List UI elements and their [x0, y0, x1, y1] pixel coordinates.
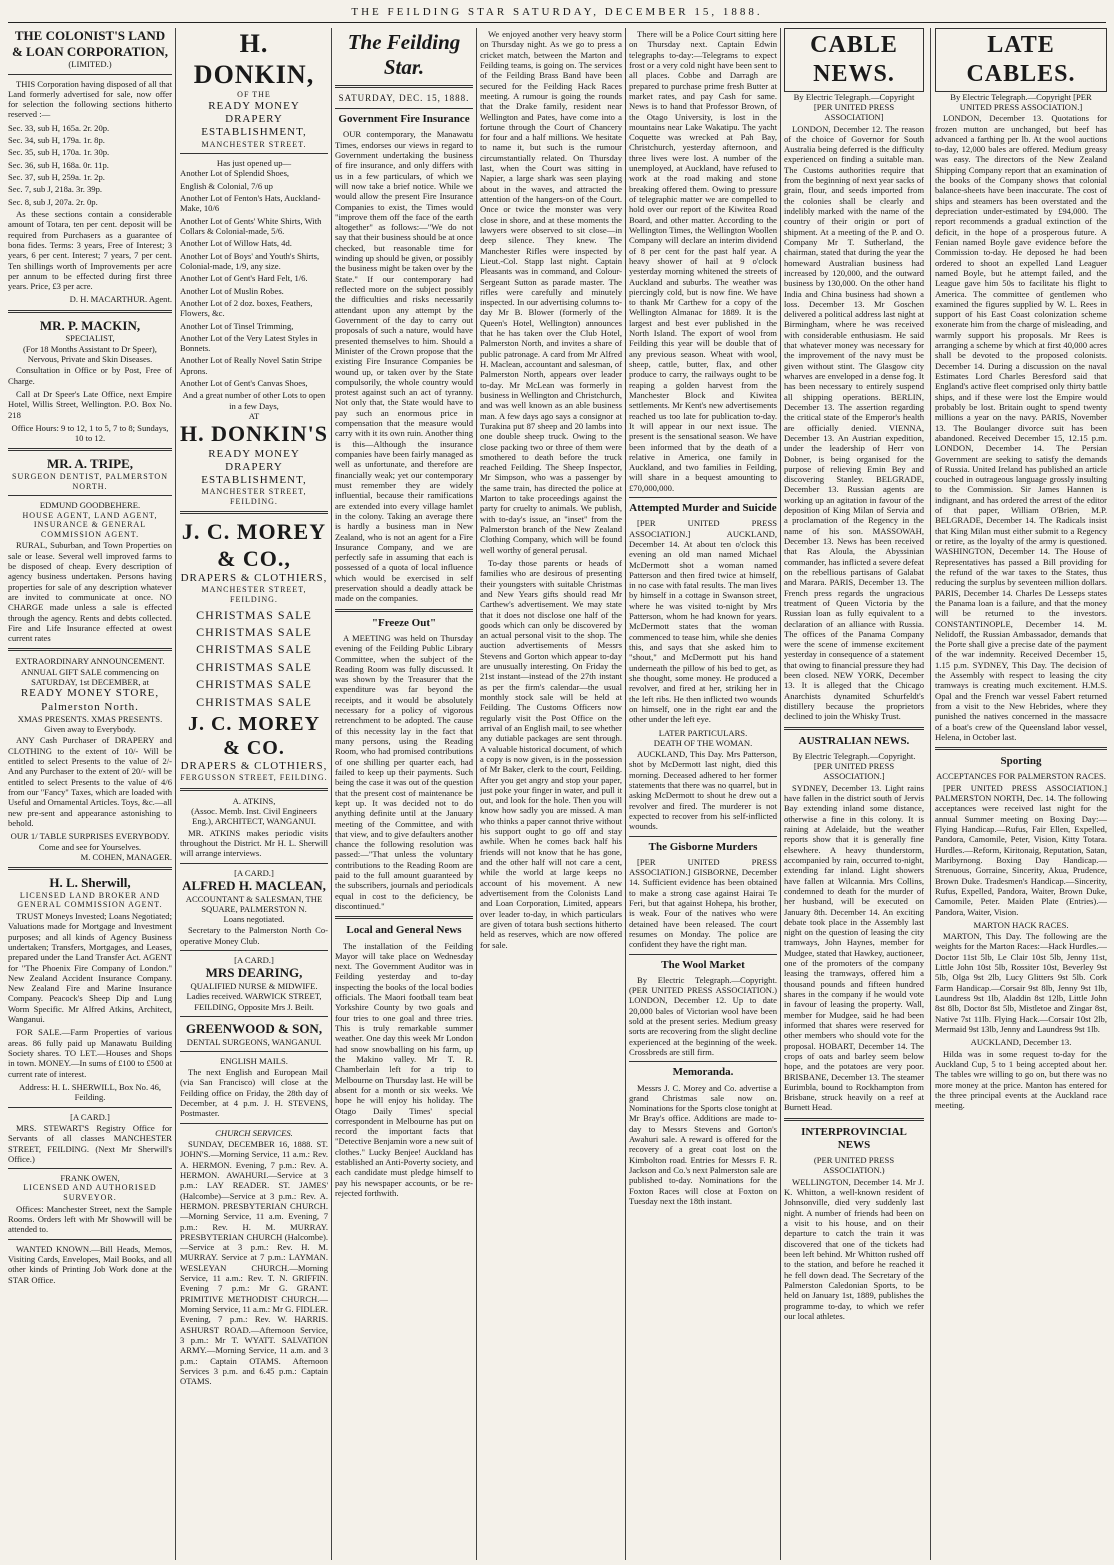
donkin-item: Another Lot of Boys' and Youth's Shirts, Colonial-made, 1/9, any size. [180, 250, 320, 271]
owen-sub: LICENSED AND AUTHORISED SURVEYOR. [23, 1183, 157, 1203]
colonist-agent: D. H. MACARTHUR. Agent. [69, 294, 172, 305]
donkin-item: Another Lot of the Very Latest Styles in Bonnets. [180, 332, 318, 354]
donkin-at: AT [248, 411, 260, 421]
wool-text: By Electric Telegraph.—Copyright. (PER UNITED PRESS ASSOCIATION.) LONDON, December 12. Up to date 20,000 bales of Victorian wool have been sold at the present series. Medium greasy sorts are recovering from the slight decline experienced at the beginning of the week. Crossbreds are still firm. [629, 974, 777, 1057]
goodbehere-name: EDMUND GOODBEHERE. [39, 500, 141, 511]
colonist-terms: As these sections contain a considerable amount of Totara, ten per cent. deposit will be required from Purchasers as a guarantee of bona fides. Terms: 3 years, Free of Interest; 3 years, 6 per cent. Interest; 7 years, 7 per cent. Ten shillings worth of Improvements per acre per annum to be effected during first three years. Price, £3 per acre. [8, 208, 172, 292]
morey2-street: FERGUSSON STREET, FEILDING. [180, 773, 328, 783]
greenwood-sub: DENTAL SURGEONS, WANGANUI. [186, 1036, 322, 1047]
cable-news-title: CABLE NEWS. [784, 28, 924, 92]
mackin-consult: Consultation in Office or by Post, Free of Charge. [8, 365, 172, 386]
tripe-sub: SURGEON DENTIST, PALMERSTON NORTH. [12, 472, 168, 491]
mackin-title: MR. P. MACKIN, [39, 317, 141, 333]
donkin-street: MANCHESTER STREET. [201, 139, 307, 149]
christmas-sale-line: CHRISTMAS SALE [196, 625, 312, 639]
murder-heading: Attempted Murder and Suicide [629, 502, 777, 515]
late-by: By Electric Telegraph.—Copyright [PER UNITED PRESS ASSOCIATION.] [950, 91, 1092, 112]
christmas-sale-line: CHRISTMAS SALE [196, 694, 312, 709]
maclean-card: [A CARD.] [234, 867, 274, 878]
sections-list [8, 123, 172, 207]
interprovincial-by: (PER UNITED PRESS ASSOCIATION.) [813, 1155, 895, 1176]
table-sub: Come and see for Yourselves. [38, 841, 142, 852]
column-cable-news [784, 28, 924, 1558]
gisborne-text: [PER UNITED PRESS ASSOCIATION.] GISBORNE, December 14. Sufficient evidence has been obtained to make a strong case against Hairai Te Feri, but that against Hohepa, his brother, is weak. Four of the natives who were detained have been released. The court resumes on Monday. The police are confident they have the right man. [629, 856, 777, 950]
gift-sale: ANNUAL GIFT SALE commencing on SATURDAY, 1st DECEMBER, at [21, 666, 159, 688]
donkin-item: Another Lot of Gent's Hard Felt, 1/6. [180, 273, 308, 284]
acceptances-heading: ACCEPTANCES FOR PALMERSTON RACES. [936, 771, 1106, 782]
dearing-card: [A CARD.] [234, 955, 274, 966]
memoranda-heading: Memoranda. [672, 1066, 734, 1079]
maclean-title: ALFRED H. MACLEAN, [182, 877, 326, 893]
interprovincial-title: INTERPROVINCIAL NEWS [801, 1125, 907, 1151]
owen-text: Offices: Manchester Street, next the Sample Rooms. Orders left with Mr Showwill will be attended to. [8, 1203, 172, 1235]
marton-heading: MARTON HACK RACES. [973, 919, 1069, 930]
wool-heading: The Wool Market [661, 958, 745, 971]
section-item: Sec. 37, sub H, 259a. 1r. 2p. [8, 172, 105, 182]
section-item: Sec. 33, sub H, 165a. 2r. 20p. [8, 122, 110, 133]
column-editorial [335, 28, 473, 1558]
christmas-sale-line: CHRISTMAS SALE [196, 642, 312, 657]
donkin-opened: Has just opened up— [216, 158, 292, 169]
extra-title: EXTRAORDINARY ANNOUNCEMENT. [15, 656, 165, 667]
donkin-item: Another Lot of 2 doz. boxes, Feathers, Flowers, &c. [180, 297, 313, 319]
news-items: There will be a Police Court sitting here on Thursday next. Captain Edwin telegraphs to-day:—Telegrams to expect frost or a very cold night have been sent to all places. Cobbe and Darragh are prepared to purchase prime fresh Butter at market rates, and pay Cash for same. News is to hand that Professor Brown, of the Otago University, is lost in the mountains near Lake Wakatipu. The yacht Coquette was wrecked at Pah Bay, Christchurch, yesterday afternoon, and three lives were lost. A number of the unemployed, at Auckland, have refused to work at the road making and stone breaking offered them. Owing to pressure of telegraphic matter we are compelled to hold over our report of the Kiwitea Road Board, and other matter. According to the Wellington Times, the Wellington Woollen Company will declare an interim dividend of 8 per cent for the past half year. A heavy shower of hail at 9 o'clock yesterday morning whitened the streets of Auckland and suburbs. The weather was piercingly cold, but is now fine. We have to thank Mr Carthew for a copy of the Wellington Almanac for 1889. It is the largest and best ever published in the North Island. The export of wool from Feilding this year will be double that of any previous season. Wheat with wool, sheep, cattle, butter, flax, and other produce to carry, the railways ought to be reaping a golden harvest from the Manchester Block and Kiwitea settlements. Mr Kent's new advertisements reached us too late for publication to-day. It will appear in our next issue. The present is the sensational season. We have been informed that by the death of a relative in America, one family in Auckland, and two families in Feilding, will share in a bequest amounting to £70,000,000. [629, 29, 777, 493]
donkin-item: English & Colonial, 7/6 up [180, 180, 273, 191]
fire-insurance-text: OUR contemporary, the Manawatu Times, endorses our views in regard to Government undertaking the business of fire insurance, and only differs with us in a few particulars, of which we will now take a brief notice. While we would allow the present Fire Insurance Companies to exist, the Times would "improve them off the face of the earth altogether" as follows:—"We do not say that their business should be at once checked, but reasonable time for winding up should be given, or possibly the business might be taken over by the State." If our contemporary had reflected more on the subject possibly the difficulties and risks necessarily attendant upon any attempt by the Government of the day to carry out proposals of such a nature, would have presented themselves to him. Should a Minister of the Crown propose that the existing Fire Insurance Companies be wound up, or taken over by the State compulsorily, the whole country would protest against such an act of tyranny. Not only that, the State would have to pay such an enormous price in compensation that the measure would carry with it its own ruin. Another thing is this—Although the insurance companies have been fairly managed as well as unfortunate, and therefore are financially weak; yet our contemporary must remember they are widely influential, because their ramifications are extended into every village hamlet in the colony. Taking an average there is hardly a business man in New Zealand, who is not an agent for a Fire Insurance Company, and we are perfectly safe in assuming that each is possessed of a quota of local influence which would be exercised in self preservation should a deadly attack be made on the companies. [335, 129, 473, 604]
donkin-item: Another Lot of Muslin Robes. [180, 285, 284, 296]
donkin-item: Another Lot of Really Novel Satin Stripe Aprons. [180, 355, 322, 376]
local-news-continued-b: To-day those parents or heads of families who are desirous of presenting their youngsters with suitable Christmas and New Years gifts should read Mr Carthew's advertisement. We may state that it does not disclose one half of the goods which can only be discovered by an actual personal visit to the shop. The auction advertisements of Messrs Stevens and Gorton which appear to-day are unusually interesting. On Friday the 21st instant—instead of the 27th instant as per the firm's calendar—the usual monthly stock sale will be held at Feilding. The Customs Officers now regularly visit the Post Office on the arrival of an English mail, to see whether any dutiable packages are sent through. A valuable historical document, of which a copy is now given, is in the possession of Mr Baker, clerk to the court, Feilding. After you get angry and stop your paper, just poke your finger in water, and pull it out, and look for the hole. Then you will know how sadly you are missed. A man who thinks a paper cannot thrive without his support ought to go off and stay awhile. When he comes back half his friends will not know that he has gone, and the other half will not care a cent, while the world at large keeps no account of his movement. A new advertisement from the Colonists Land and Loan Corporation, Limited, appears over leader to-day, in which particulars are given of totara bush sections hitherto held as reserves, which are now offered for sale. [480, 557, 622, 950]
colonist-sub: (LIMITED.) [68, 59, 112, 70]
christmas-sale-line: CHRISTMAS SALE [196, 659, 312, 674]
donkin-item: Another Lot of Tinsel Trimming, [180, 320, 294, 331]
acceptances-text: [PER UNITED PRESS ASSOCIATION.] PALMERSTON NORTH, Dec. 14. The following acceptances were received last night for the annual Summer meeting on Boxing Day:—Flying Handicap.—Rufus, Fair Ellen, Expelled, Pandora, Camomile, Peter, Vision, Kitty Totara. Hurdles.—Reform, Kiritonaig, Reputation, Satan, Maribyrnong. Boxing Day Handicap.—Strenuous, Gorraine, Sincerity, Akua, Prudence, Brown Duke. Tradesmen's Handicap.—Sincerity, Rufus, Expelled, Pandora, Waiter, Brown Duke, Camomile, Peter. Maiden Plate (Entries).—Pandora, Waiter, Vision. [935, 782, 1107, 917]
mails-title: ENGLISH MAILS. [220, 1055, 288, 1066]
mackin-text: (For 18 Months Assistant to Dr Speer), Nervous, Private and Skin Diseases. [23, 343, 157, 364]
sherwill-sale: FOR SALE.—Farm Properties of various areas. 86 fully paid up Manawatu Building Society shares. TO LET.—Houses and Shops in town. MONEY.—In sums of £100 to £500 at current rate of interest. [8, 1027, 172, 1079]
mails-text: The next English and European Mail (via San Francisco) will close at the Feilding office on Friday, the 28th day of December, at 4 p.m. J. H. STEVENS, Postmaster. [180, 1067, 328, 1119]
column-rule [331, 28, 332, 1560]
section-item: Sec. 35, sub H, 170a. 1r. 30p. [8, 147, 110, 158]
sherwill-addr: Address: H. L. SHERWILL, Box No. 46, Feilding. [18, 1081, 162, 1103]
colonist-title: THE COLONIST'S LAND & LOAN CORPORATION, [11, 28, 169, 59]
late-cables-title: LATE CABLES. [935, 28, 1107, 92]
column-rule [930, 28, 931, 1560]
maclean-sub: ACCOUNTANT & SALESMAN, THE SQUARE, PALMERSTON N. [185, 893, 323, 914]
fire-insurance-heading: Government Fire Insurance [338, 113, 470, 126]
christmas-sale-line: CHRISTMAS SALE [196, 607, 312, 622]
stewart-text: MRS. STEWART'S Registry Office for Servants of all classes MANCHESTER STREET, FEILDING. (Next Mr Sherwill's Office.) [8, 1122, 172, 1164]
atkins-text: MR. ATKINS makes periodic visits throughout the District. Mr H. L. Sherwill will arrange interviews. [180, 827, 328, 859]
donkin-grand: And a great number of other Lots to open in a few Days, [182, 390, 326, 411]
death-text: AUCKLAND, This Day. Mrs Patterson, shot by McDermott last night, died this morning. Deceased adhered to her former statements that there was no quarrel, but in asking McDermott to shout he drew out a revolver and fired. The murderer is not expected to recover from his self-inflicted wounds. [629, 749, 777, 832]
donkin-item: Another Lot of Splendid Shoes, [180, 168, 290, 179]
murder-text: [PER UNITED PRESS ASSOCIATION.] AUCKLAND, December 14. At about ten o'clock this evening an old man named Michael McDermott shot a woman named Patterson and then fired twice at himself, in no case with fatal results. The man lives by himself in a cottage in Swanson street, where he was visited to-night by Mrs Patterson, whom he had known for years. McDermott states that the woman commenced to tease him, while she denies this, and says that she asked him to "shout," and McDermott put his hand underneath the pillow of his bed to get, as she thought, some money. He produced a revolver, and fired at her, striking her in the left ribs. He then inflicted two wounds on himself, one in the right ear and the other under the left eye. [629, 518, 777, 725]
interprovincial-text: WELLINGTON, December 14. Mr J. K. Whitton, a well-known resident of Johnsonville, died very suddenly last night. A number of friends had been on a visit to his house, and on their departure to catch the train it was discovered that one of the tickets had been left behind. Mr Whitton rushed off to the station, and before he reached it he fell down dead. The Secretary of the Palmerston Caledonian Sports, to be held on January 1st, 1889, publishes the programme to-day, to which we refer our local athletes. [784, 1176, 924, 1321]
auckland-text: Hilda was in some request to-day for the Auckland Cup, 5 to 1 being accepted about her. The tables wre willing to go on, but there was no more money at the price. Manton has entered for the three principal events at the Auckland race meeting. [935, 1048, 1107, 1111]
atkins-name: A. ATKINS, [232, 795, 276, 806]
late-cables-text: LONDON, December 13. Quotations for frozen mutton are unchanged, but beef has advanced a farthing per lb. At the wool auctions to-day, 12,000 bales are offered. Medium greasy was easy. The directors of the New Zealand Shipping Company report that an examination of the books of the Company shows that colonial balance-sheets have been inaccurate. The cost of ships and steamers has been overstated and the depreciation under-estimated by £94,000. The report recommends a gradual extinction of the deficit, in the hope of a prosperous future. A Fenian named Boyle gave evidence before the Commission to-day. He deposed he had been ordered to shoot an expelled Land Leaguer named Boyle, but he attempt failed, and the League gave him 50s to facilitate his flight to America. The committee of gentlemen who examined the figures supplied by W. L. Rees in support of his East Coast colonization scheme exonerate him from the charge of misleading, and warmly support his proposals. Mr Rees is arranging a scheme by which at first 40,000 acres shall be devoted to the proposed colonists. December 14. During a discussion on the naval Estimates Lord Charles Beresford said that England's active fleet comprised only thirty battle ships, and if these were lost the Empire would probably be lost. Britain ought to spend twenty millions a year on the navy. PARIS, November 13. The Boulanger divorce suit has been abandoned. Received December 15, 12.15 p.m. LONDON, December 14. The Persian Government are seeking to satisfy the demands of Russia. United Ireland has published an article couched in outrageous language grossly insulting to the Commission. Sir James Hannen is indignant, and has ordered the arrest of the editor of that paper, William O'Brien, M.P. BELGRADE, December 14. The Radicals insist that King Milan must either submit to a Regency or retire, as the loyalty of the army is questioned. WASHINGTON, December 14. The House of Representatives has passed a Bill providing for the refund of the war taxes to the States, thus reducing the surplus by seventeen million dollars. PARIS, December 14. Charles De Lesseps states the Panama loan is a failure, and that the money will be returned to the investors. CONSTANTINOPLE, December 14. M. Nelidoff, the Russian Ambassador, demands that the Porte shall give a precise date of the payment of the war indemnity. Received December 15, 1.15 p.m. SYDNEY, This Day. The decision of the Assembly with respect to leasing the city tramways is creating much excitement. H.M.S. Opal and the French war vessel Fabert returned from a visit to the New Hebrides, where they punished the natives concerned in the massacre of a boat's crew of the Queensland labor vessel, Helena, in October last. [935, 113, 1107, 742]
colonist-text: THIS Corporation having disposed of all that Land formerly advertised for sale, now offer for selection the following sections hitherto reserved :— [8, 78, 172, 120]
morey-title: J. C. MOREY & CO., [181, 519, 327, 571]
section-item: Sec. 36, sub H, 168a. 0r. 11p. [8, 159, 109, 170]
sherwill-text: TRUST Moneys Invested; Loans Negotiated; Valuations made for Mortgage and Investment purposes; and all kinds of Agency Business undertaken; Transfers, Mortgages, and Leases, prepared under the Land Transfer Act. AGENT for "The Phoenix Fire Company of London." New Zealand Accident Insurance Company. New Zealand Fire and Marine Insurance Company. Peacock's Sheep Dip and Lung Worm Specific. Mr Alfred Atkins, Architect, Wanganui. [8, 910, 172, 1025]
masthead: The Feilding Star. [347, 30, 461, 80]
gift-text: ANY Cash Purchaser of DRAPERY and CLOTHING to the extent of 10/- Will be entitled to select Presents to the value of 2/- And any Purchaser to the extent of 20/- will be entitled to select Presents to the value of 4/6 from our "Fancy" Taxes, which are loaded with Useful and Ornamental Articles. Toys, &c.—all new pre-sent and appearance astonishing to behold. [8, 735, 172, 828]
mackin-sub: SPECIALIST, [65, 333, 115, 344]
column-news [629, 28, 777, 1558]
australian-by: By Electric Telegraph.—Copyright. [PER UNITED PRESS ASSOCIATION.] [792, 750, 916, 782]
dearing-title: MRS DEARING, [205, 965, 303, 981]
sherwill-sub: LICENSED LAND BROKER AND GENERAL COMMISSION AGENT. [17, 890, 163, 910]
column-late-cables [935, 28, 1107, 1558]
morey2-title: J. C. MOREY & CO. [187, 712, 321, 759]
column-rule [175, 28, 176, 1560]
section-item: Sec. 8, sub J, 207a. 2r. 0p. [8, 196, 98, 207]
donkin-of: OF THE [237, 90, 271, 100]
cable-text: LONDON, December 12. The reason of the choice of Governor for South Australia being deferred is the difficulty experienced on finding a suitable man. The Customs authorities require that from the beginning of next year sacks of grain, flour, and seeds imported from the colonies shall be clearly and indelibly marked with the name of the country of their origin or port of shipment. At a meeting of the P. and O. Company Mr T. Sutherland, the chairman, stated that during the year the homeward Australian business had increased by 120,000, and the outward business by 130,000. On the other hand India and China business had shown a loss. December 13. Mr Goschen delivered a political address last night at Birmingham, where he was received with considerable enthusiasm. He said that whatever money was necessary for the improvement of the navy must be given without stint. The Glasgow city wharves are enveloped in a dense fog. It has been necessary to entirely suspend all shipping operations. BERLIN, December 13. The assertion regarding the critical state of the Emperor's health are officially denied. VIENNA, December 13. An Austrian expedition, under the leadership of Herr von Dobner, is being organised for the purpose of relieving Emin Bey and discovering Stanley. BELGRADE, December 13. Russian agents are working up an agitation in favour of the deposition of King Milan of Servia and a proclamation of the Regency in the name of his son. MASSOWAH, December 13. News has been received that Ras Aloula, the Abyssinian commander, has inflicted a severe defeat on the rebellious partisans of Galabat and Marara. PARIS, December 13. The French press regards the ungracious treatment of Queen Victoria by the Russian loan as fully equivalent to a declaration of an alliance with Russia. The offices of the Panama Company were the scene of immense excitement yesterday in consequence of a statement that owing to financial pressure they had been closed. NEW YORK, December 13. It is alleged that the Chicago Anarchists dynamited Schurfeldt's distillery because the proprietors declined to join the Whisky Trust. [784, 123, 924, 722]
morey2-sub: DRAPERS & CLOTHIERS, [180, 759, 328, 772]
section-item: Sec. 7, sub J, 218a. 3r. 39p. [8, 184, 103, 195]
donkins-title: H. DONKIN'S [180, 421, 328, 447]
ready-money: READY MONEY STORE, Palmerston North. [20, 687, 160, 713]
running-head: THE FEILDING STAR SATURDAY, DECEMBER 15, 1888. [351, 6, 763, 18]
tripe-title: MR. A. TRIPE, [46, 456, 134, 472]
death-heading: DEATH OF THE WOMAN. [653, 737, 753, 748]
top-rule [8, 22, 1106, 23]
cable-by: By Electric Telegraph.—Copyright [PER UNITED PRESS ASSOCIATION] [793, 91, 915, 123]
donkin-items [180, 168, 328, 388]
donkin-item: Another Lot of Willow Hats, 4d. [180, 238, 292, 249]
church-title: CHURCH SERVICES. [215, 1127, 293, 1138]
donkin-item: Another Lot of Gent's Canvas Shoes, [180, 378, 308, 389]
later-particulars: LATER PARTICULARS. [658, 727, 748, 738]
dateline: SATURDAY, DEC. 15, 1888. [338, 93, 470, 104]
greenwood-title: GREENWOOD & SON, [185, 1020, 323, 1036]
cohen-manager: M. COHEN, MANAGER. [80, 851, 172, 862]
christmas-sale-list [180, 608, 328, 709]
donkin-item: Another Lot of Fenton's Hats, Auckland-Make, 10/6 [180, 193, 321, 214]
mackin-address: Call at Dr Speer's Late Office, next Empire Hotel, Willis Street, Wellington. P.O. Box No. 218 [8, 388, 172, 420]
dearing-sub: QUALIFIED NURSE & MIDWIFE. Ladies received. WARWICK STREET, FEILDING, Opposite Mrs J. Beilt. [186, 980, 322, 1012]
morey-street: MANCHESTER STREET, FEILDING. [201, 585, 307, 605]
goodbehere-sub: HOUSE AGENT, LAND AGENT, INSURANCE & GENERAL COMMISSION AGENT. [22, 510, 158, 539]
mackin-hours: Office Hours: 9 to 12, 1 to 5, 7 to 8; Sundays, 10 to 12. [11, 422, 169, 444]
christmas-sale-line: CHRISTMAS SALE [196, 677, 312, 692]
section-item: Sec. 34, sub H, 179a. 1r. 8p. [8, 135, 105, 146]
column-advertisements-1 [8, 28, 172, 1558]
maclean-loans: Loans negotiated. [223, 914, 285, 925]
stewart-card: [A CARD.] [70, 1111, 110, 1122]
column-local-news [480, 28, 622, 1558]
freeze-out-heading: "Freeze Out" [371, 616, 437, 629]
marton-text: MARTON, This Day. The following are the weights for the Marton Races:—Hack Hurdles.—Doctor 11st 5lb, Le Clair 10st 5lb, Jenny 11st, Little John 10st 5lb, Rossiter 10st, Beverley 9st 5lb, Olga 9st 2lb, Lucy Glitters 9st 5lb. Cork Farm Handicap.—Corsair 9st 8lb, Jenny 9st 1lb, Laundress 9st 1lb, Aladdin 8st 12lb, Little John 8st 8lb, Doctor 8st 5lb, Mistletoe and Zingar 8st, Native 7st 11lb. Flying Hack.—Corsair 10st 2lb, Mermaid 9st 13lb, Jenny and Laundress 9st 1lb. [935, 931, 1107, 1034]
freeze-out-text: A MEETING was held on Thursday evening of the Feilding Public Library Committee, when the subject of the Reading Room was fully discussed. It was shown by the Treasurer that the expenditure was far beyond the receipts, and it would be absolutely necessary for a policy of vigorous retrenchment to be adopted. The cause of this necessity lay in the fact that many persons, using the Reading Room, who had promised contributions of one shilling per quarter each, had failed to keep up their payments. Such being the case it was out of the question that the present cost of maintenance be kept up. It was decided not to do anything definite until at the January meeting of the Committee, and with that view, and to give defaulters another chance the following resolution was passed:—"That unless the voluntary contributions to the Reading Room are paid to the full amount guaranteed by the subscribers, journals and periodicals equal in cost to the deficiency, be discontinued." [335, 632, 473, 912]
morey-sub: DRAPERS & CLOTHIERS, [180, 572, 328, 585]
memoranda-text: Messrs J. C. Morey and Co. advertise a grand Christmas sale now on. Nominations for the Sports close tonight at Mr Bray's office. Additions are made to-day to Messrs Stevens and Gorton's Awahuri sale. A reward is offered for the recovery of a great coat lost on the Kimbolton road. Entries for Messrs F. R. Jackson and Co.'s next Palmerston sale are published to-day. Nominations for the Foxton Races will close at Foxton on Tuesday next the 18th instant. [629, 1082, 777, 1206]
local-news-heading: Local and General News [346, 924, 462, 937]
table-title: OUR 1/ TABLE SURPRISES EVERYBODY. [10, 831, 170, 842]
donkin-title: H. DONKIN, [193, 29, 315, 90]
australian-text: SYDNEY, December 13. Light rains have fallen in the district south of Jervis Bay extending inland some distance, otherwise a fine in this colony. It is raining at Adelaide, but the weather reports show that it is generally fine elsewhere. A heavy thunderstorm, accompanied by rain, occurred to-night, extending far inland. Light showers have fallen at Wilcannia. Mrs Collins, condemned to death for the murder of her husband, will be executed on January 8th. December 14. An exciting debate took place in the Assembly last night on the question of leasing the city tramways, John Haynes, member for Mudgee, stated that Hawkey, auctioneer, one of the promoters of the company leasing the tramways, offered him a thousand pounds and fifteen hundred shares in the company if he would vote in favour of leasing the property. Wall, member for Mudgee, said he had been informed that shares were reserved for other members who should vote for the proposal. HOBART, December 14. The crops of oats and barley seem below hope, and the potatoes are very poor. BRISBANE, December 13. The steamer Eurimbla, bound to Rockhampton from Brisbane, struck heavily on a reef at Burnett Head. [784, 782, 924, 1113]
column-advertisements-2 [180, 28, 328, 1558]
local-news-text: The installation of the Feilding Mayor will take place on Wednesday next. The Government Auditor was in Feilding yesterday and to-day inspecting the books of the local bodies officials. The Maori football team beat Yorkshire County by two goals and four tries to one goal and three tries. This is truly remarkable summer weather. One day this week Mr London had snow snowballing on his farm, up the Makino valley. Mr T. R. Chamberlain left for a trip to Melbourne on Thursday last. He will be absent for a month or six weeks. We hope he will enjoy his holiday. The Otago Daily Times' special correspondent in Melbourne has put on record the important facts that "Detective Benjamin wore a new suit of clothes." Lucky Benjee! Auckland has established an Anti-Poverty society, and each candidate must pledge himself to pay his newspaper accounts, or be re-rejected forthwith. [335, 940, 473, 1199]
column-rule [476, 28, 477, 1560]
maclean-text: Secretary to the Palmerston North Co-operative Money Club. [180, 925, 328, 946]
sherwill-title: H. L. Sherwill, [49, 875, 131, 891]
local-news-continued: We enjoyed another very heavy storm on Thursday night. As we go to press a cricket match, between the Marton and Feilding teams, is going on. The services of the Feilding Brass Band have been secured for the Feilding Hack Races meeting. A rumour is going the rounds that the Drake family, resident near Wellington and Pates, have come into a fortune through the Court of Chancery for four and a half millions. We hesitate to name it, but such is the rumour circumstantially related. On Thursday last, when the Court was sitting in Napier, a large shark was seen playing about in the waves, and attracted the attention of the hangers-on of the Court. Once or twice the monster was very close in shore, and at these moments the lawyers were observed to sit close—in deep silence. They knew. The Manchester Rifles were inspected by Lieut.-Col. Stapp last night. Captain Pleasants was in command, and Colour-Sergeant Sutton as parade master. The rifles were carefully and minutely inspected. In our advertising columns to-day Mr B. Blower (formerly of the Queen's Hotel, Wellington) announces that he has taken over the Club Hotel, Palmerston North, and invites a share of public patronage. A card from Mr Alfred H. Maclean, accountant and salesman, of Palmerston North, appears over leader to-day. Mr McLean was formerly in business in Wellington and Christchurch, and was well known as an able business man. A few days ago says a consignor at Turakina put 87 sheep and 20 lambs into one double sheep truck. Owing to the close packing two or three of them were smothered to death before the truck reached Feilding. The Sheep Inspector, Mr Simpson, who was a passenger by the same train, has directed the police at Marton to take proceedings against the party for cruelty to animals. We publish, with to-day's issue, an "inset" from the Palmerston branch of the New Zealand Clothing Company, which will be found well worthy of general perusal. [480, 29, 622, 555]
column-rule [780, 28, 781, 1560]
column-rule [625, 28, 626, 1560]
owen-name: FRANK OWEN, [60, 1173, 120, 1184]
xmas-presents: XMAS PRESENTS. XMAS PRESENTS. Given away to Everybody. [17, 713, 163, 735]
donkins-street: MANCHESTER STREET, FEILDING. [201, 487, 307, 506]
atkins-sub: (Assoc. Memb. Inst. Civil Engineers Eng.), ARCHITECT, WANGANUI. [191, 806, 317, 827]
donkin-item: Another Lot of Gents' White Shirts, With Collars & Colonial-made, 5/6. [180, 215, 322, 236]
sporting-heading: Sporting [1000, 755, 1042, 768]
australian-news-title: AUSTRALIAN NEWS. [798, 734, 910, 747]
wanted-known: WANTED KNOWN.—Bill Heads, Memos, Visiting Cards, Envelopes, Mail Books, and all other kinds of Printing Job Work done at the STAR Office. [8, 1243, 172, 1285]
church-text: SUNDAY, DECEMBER 16, 1888. ST. JOHN'S.—Morning Service, 11 a.m.: Rev. A. HERMON. Evening, 7 p.m.: Rev. A. HERMON. AWAHURI.—Service at 3 p.m.: LAY READER. ST. JAMES' (Halcombe)—Service at 3 p.m.: Rev. A. HERMON. PRESBYTERIAN CHURCH.—Morning Service, 11 a.m. Evening, 7 p.m.: Rev. H. M. MURRAY. PRESBYTERIAN CHURCH (Halcombe).—Service at 3 p.m.: Rev. H. M. MURRAY. Service at 7 p.m.: LAYMAN. WESLEYAN CHURCH.—Morning Service, 11 a.m.: Rev. T. N. GRIFFIN. Evening 7 p.m.: Mr G. GRANT. PRIMITIVE METHODIST CHURCH.—Morning Service, 11 a.m.: Mr G. FIDLER. Evening, 7 p.m.: Rev. W. HARRIS. ASHURST ROAD.—Afternoon Service, 3 p.m.: Mr T. WYATT. SALVATION ARMY.—Morning Service, 11 a.m. and 3 p.m.: Captain OTAMS. Afternoon Services 3 p.m. and 6.45 p.m.: Captain OTAMS. [180, 1139, 328, 1387]
donkin-est: READY MONEY DRAPERY ESTABLISHMENT, [201, 99, 307, 139]
auckland-heading: AUCKLAND, December 13. [970, 1037, 1072, 1048]
donkins-est: READY MONEY DRAPERY ESTABLISHMENT, [201, 447, 307, 487]
gisborne-heading: The Gisborne Murders [648, 840, 758, 853]
goodbehere-text: RURAL, Suburban, and Town Properties on sale or lease. Several well improved farms to be disposed of cheap. Every description of agency business undertaken. Persons having properties for sale of any description whatever are invited to communicate at once. NO CHARGE made unless a sale is effected through the agency. Rents and debts collected. Fire and Life Insurance effected at owest current rates [8, 540, 172, 644]
